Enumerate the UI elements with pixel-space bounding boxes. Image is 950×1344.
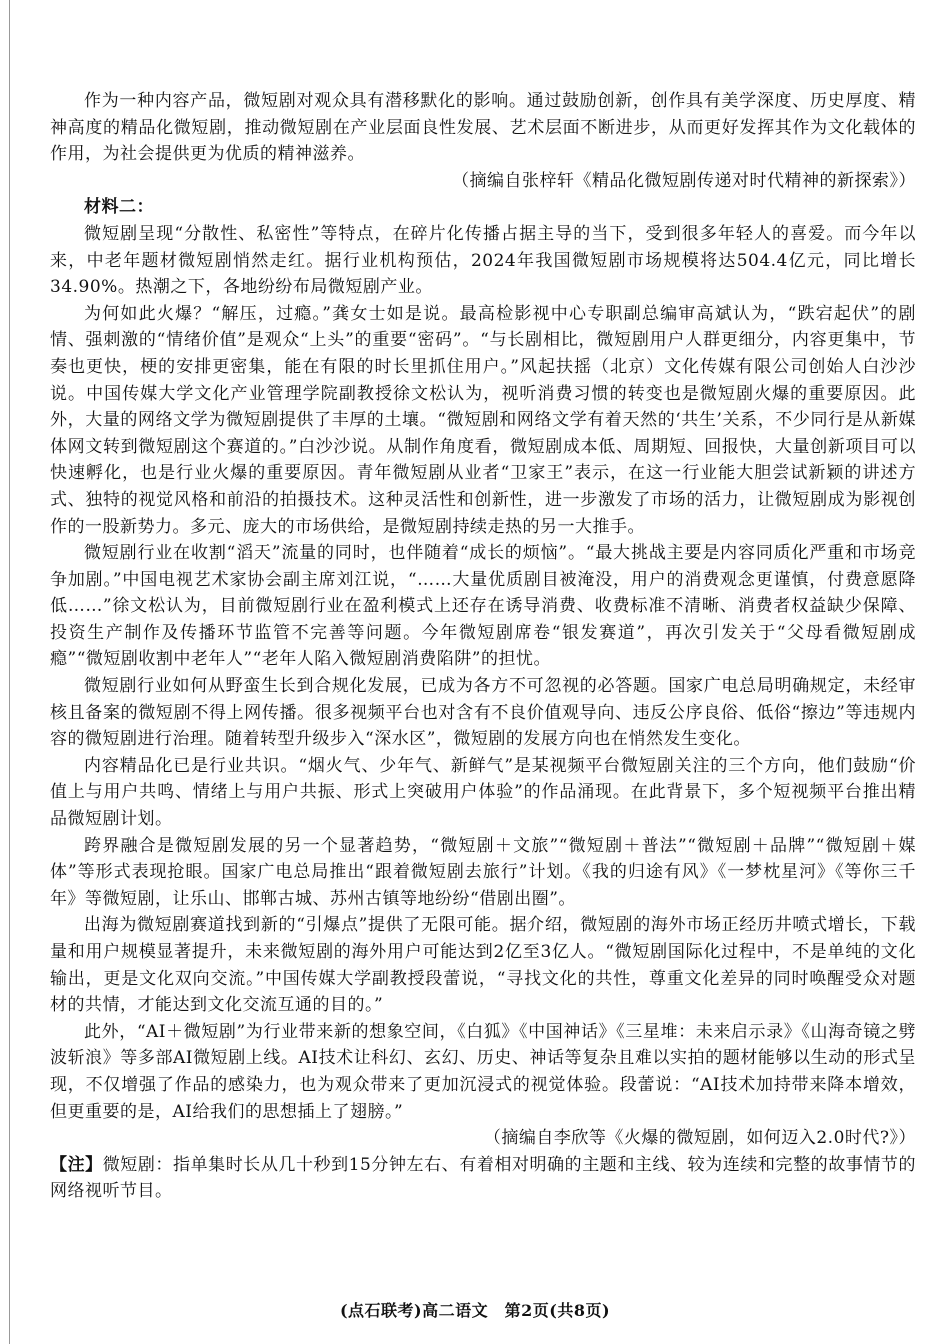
- paragraph: 微短剧行业在收割“滔天”流量的同时，也伴随着“成长的烦恼”。“最大挑战主要是内容同质化严重和市场竞争加剧。”中国电视艺术家协会副主席刘江说，“……大量优质剧目被淹没，用户的消费观念更谨慎，付费意愿降低……”徐文松认为，目前微短剧行业在盈利模式上还存在诱导消费、收费标准不清晰、消费者权益缺少保障、投资生产制作及传播环节监管不完善等问题。今年微短剧席卷“银发赛道”，再次引发关于“父母看微短剧成瘾”“微短剧收割中老年人”“老年人陷入微短剧消费陷阱”的担忧。: [50, 543, 916, 670]
- paragraph-material-one-conclusion: 作为一种内容产品，微短剧对观众具有潜移默化的影响。通过鼓励创新，创作具有美学深度、历史厚度、精神高度的精品化微短剧，推动微短剧在产业层面良性发展、艺术层面不断进步，从而更好发挥其作为文化载体的作用，为社会提供更为优质的精神滋养。: [50, 91, 916, 165]
- paragraph: 内容精品化已是行业共识。“烟火气、少年气、新鲜气”是某视频平台微短剧关注的三个方向，他们鼓励“价值上与用户共鸣、情绪上与用户共振、形式上突破用户体验”的作品涌现。在此背景下，多个短视频平台推出精品微短剧计划。: [50, 755, 916, 830]
- page-edge-line: [9, 0, 10, 1344]
- footnote-text: 微短剧：指单集时长从几十秒到15分钟左右、有着相对明确的主题和主线、较为连续和完整的故事情节的网络视听节目。: [50, 1154, 916, 1202]
- paragraph: 出海为微短剧赛道找到新的“引爆点”提供了无限可能。据介绍，微短剧的海外市场正经历井喷式增长，下载量和用户规模显著提升，未来微短剧的海外用户可能达到2亿至3亿人。“微短剧国际化过程中，不是单纯的文化输出，更是文化双向交流。”中国传媒大学副教授段蕾说，“寻找文化的共性，尊重文化差异的同时唤醒受众对题材的共情，才能达到文化交流互通的目的。”: [50, 915, 916, 1016]
- source-citation-two: （摘编自李欣等《火爆的微短剧，如何迈入2.0时代?》）: [483, 1128, 916, 1149]
- source-citation-one: （摘编自张梓轩《精品化微短剧传递对时代精神的新探索》）: [452, 170, 916, 191]
- paragraph: 为何如此火爆？“解压，过瘾。”龚女士如是说。最高检影视中心专职副总编审高斌认为，“跌宕起伏”的剧情、强刺激的“情绪价值”是观众“上头”的重要“密码”。“与长剧相比，微短剧用户人群更细分，内容更集中，节奏也更快，梗的安排更密集，能在有限的时长里抓住用户。”风起扶摇（北京）文化传媒有限公司创始人白沙沙说。中国传媒大学文化产业管理学院副教授徐文松认为，视听消费习惯的转变也是微短剧火爆的重要原因。此外，大量的网络文学为微短剧提供了丰厚的土壤。“微短剧和网络文学有着天然的‘共生’关系，不少同行是从新媒体网文转到微短剧这个赛道的。”白沙沙说。从制作角度看，微短剧成本低、周期短、回报快，大量创新项目可以快速孵化，也是行业火爆的重要原因。青年微短剧从业者“卫家王”表示，在这一行业能大胆尝试新颖的讲述方式、独特的视觉风格和前沿的拍摄技术。这种灵活性和创新性，进一步激发了市场的活力，让微短剧成为影视创作的一股新势力。多元、庞大的市场供给，是微短剧持续走热的另一大推手。: [50, 303, 916, 537]
- footnote-tag: 【注】: [50, 1154, 103, 1175]
- footnote: [50, 1152, 916, 1205]
- paragraph: 微短剧呈现“分散性、私密性”等特点，在碎片化传播占据主导的当下，受到很多年轻人的喜爱。而今年以来，中老年题材微短剧悄然走红。据行业机构预估，2024年我国微短剧市场规模将达504.4亿元，同比增长34.90%。热潮之下，各地纷纷布局微短剧产业。: [50, 223, 916, 298]
- paragraph: 微短剧行业如何从野蛮生长到合规化发展，已成为各方不可忽视的必答题。国家广电总局明确规定，未经审核且备案的微短剧不得上网传播。很多视频平台也对含有不良价值观导向、违反公序良俗、低俗“擦边”等违规内容的微短剧进行治理。随着转型升级步入“深水区”，微短剧的发展方向也在悄然发生变化。: [50, 676, 916, 750]
- paragraph: 此外，“AI＋微短剧”为行业带来新的想象空间，《白狐》《中国神话》《三星堆：未来启示录》《山海奇镜之劈波斩浪》等多部AI微短剧上线。AI技术让科幻、玄幻、历史、神话等复杂且难以实拍的题材能够以生动的形式呈现，不仅增强了作品的感染力，也为观众带来了更加沉浸式的视觉体验。段蕾说：“AI技术加持带来降本增效，但更重要的是，AI给我们的思想插上了翅膀。”: [50, 1021, 916, 1122]
- paragraph: 跨界融合是微短剧发展的另一个显著趋势，“微短剧＋文旅”“微短剧＋普法”“微短剧＋品牌”“微短剧＋媒体”等形式表现抢眼。国家广电总局推出“跟着微短剧去旅行”计划。《我的归途有风》《一梦枕星河》《等你三千年》等微短剧，让乐山、邯郸古城、苏州古镇等地纷纷“借剧出圈”。: [50, 835, 916, 909]
- page-footer: (点石联考)高二语文 第2页(共8页): [339, 1301, 611, 1320]
- material-two-heading: 材料二：: [84, 197, 154, 218]
- document-body: [50, 88, 916, 1205]
